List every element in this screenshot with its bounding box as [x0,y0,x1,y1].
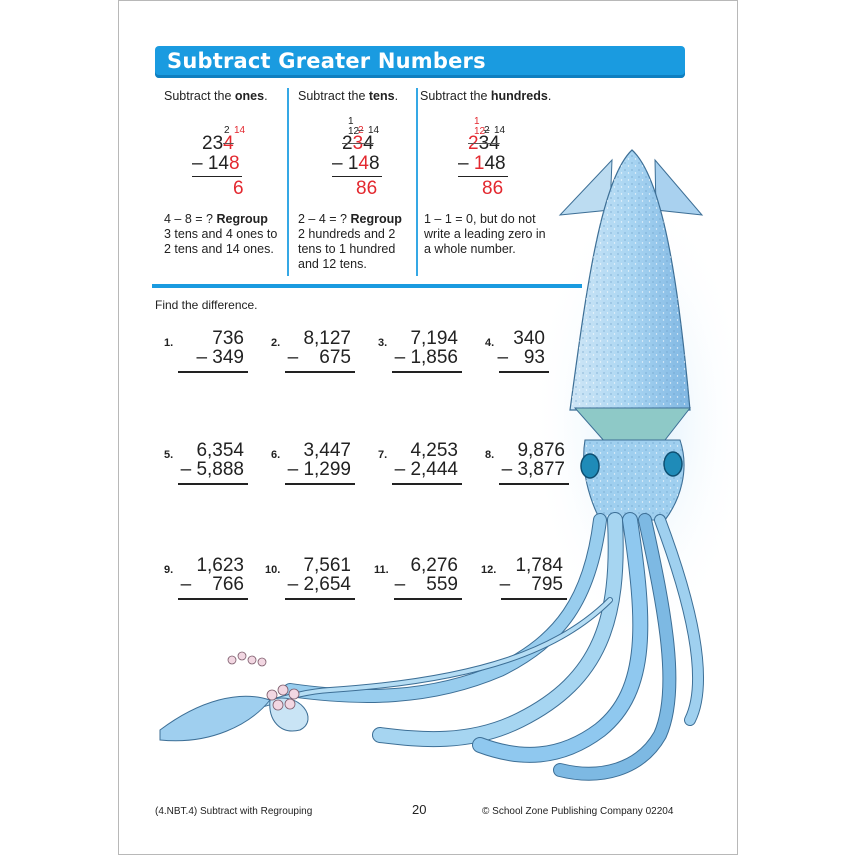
problem-minuend: 7,194 [410,328,458,349]
step1-heading-post: . [264,89,268,103]
subtrahend [192,154,240,174]
minuend [468,134,500,154]
subtrahend-tens: 4 [358,153,369,174]
step3-explanation [424,212,552,257]
subtrahend-hundreds: 1 [473,153,485,174]
column-divider [416,88,418,276]
explanation-text: 2 – 4 = ? [298,212,351,226]
problem-minuend: 1,623 [196,555,244,576]
problem-subtrahend: – 93 [497,347,545,368]
answer: 86 [482,178,504,199]
problem [378,440,458,500]
carry-digit: 14 [234,125,246,136]
carry-digit: 2 [358,125,364,136]
subtrahend-sign: – [458,153,474,174]
answer-line [458,176,508,177]
problem-minuend: 8,127 [303,328,351,349]
problem-subtrahend: – 559 [394,574,458,595]
answer-line[interactable] [394,598,462,600]
answer-line[interactable] [285,598,355,600]
carry-digit: 2 [484,125,490,136]
explanation-text: 2 hundreds and 2 tens to 1 hundred and 12 tens. [298,227,396,271]
problem-number: 1. [164,337,174,349]
problem [164,440,244,500]
squid-left-fin [560,160,612,215]
step3-heading-post: . [547,89,552,103]
minuend [202,134,234,154]
problem [374,555,458,615]
problem [271,328,351,388]
problem-subtrahend: – 795 [499,574,563,595]
instructions: Find the difference. [155,298,258,312]
page-number: 20 [412,802,427,817]
problem-number: 10. [265,564,281,576]
subtrahend [332,154,380,174]
answer-line [192,176,242,177]
answer: 6 [233,178,244,199]
copyright: © School Zone Publishing Company 02204 [482,806,674,817]
subtrahend-active-digit: 8 [228,153,240,174]
problem-minuend: 4,253 [410,440,458,461]
problem [378,328,458,388]
step2-heading-pre: Subtract the [298,89,369,103]
problem-number: 3. [378,337,388,349]
squid-right-fin [655,160,702,215]
squid-left-eye [581,454,599,478]
answer-line[interactable] [178,598,248,600]
minuend-ones: 4 [363,133,374,154]
problem [164,555,244,615]
problem [164,328,244,388]
problem-subtrahend: – 2,444 [394,459,458,480]
problem-number: 5. [164,449,174,461]
problem-subtrahend: – 766 [180,574,244,595]
answer-line[interactable] [499,371,549,373]
problem-number: 9. [164,564,174,576]
carry-digit: 1 12 [348,116,360,137]
section-divider [152,284,582,288]
problem-number: 12. [481,564,497,576]
answer-line [332,176,382,177]
answer-line[interactable] [392,483,462,485]
explanation-text: 3 tens and 4 ones to 2 tens and 14 ones. [164,227,278,256]
problem-number: 7. [378,449,388,461]
explanation-bold: Regroup [350,212,402,226]
answer-line[interactable] [285,371,355,373]
problem-minuend: 736 [212,328,244,349]
problem [265,555,351,615]
problem-number: 11. [374,564,389,576]
squid-right-eye [664,452,682,476]
answer-line[interactable] [501,598,567,600]
step1-explanation [164,212,284,257]
problem-minuend: 1,784 [515,555,563,576]
explanation-text: 1 – 1 = 0, but do not write a leading zero in a whole number. [424,212,546,256]
minuend-hundreds: 2 [342,133,353,154]
subtrahend-hundreds: – 1 [332,153,359,174]
step2-heading-post: . [394,89,399,103]
problem-minuend: 9,876 [517,440,565,461]
minuend-rest: 34 [478,133,500,154]
answer-line[interactable] [499,483,569,485]
problem-subtrahend: – 675 [287,347,351,368]
explanation-bold: Regroup [216,212,268,226]
step3-heading-pre: Subtract the [420,89,491,103]
column-divider [287,88,289,276]
step2-heading [298,89,398,103]
subtrahend [458,154,506,174]
problem-subtrahend: – 3,877 [501,459,565,480]
subtrahend-digits: – 14 [192,153,229,174]
minuend-tens: 3 [352,133,364,154]
answer-line[interactable] [178,483,248,485]
problem [271,440,351,500]
step3-heading [420,89,551,103]
step1-heading-bold: ones [234,89,265,103]
problem-subtrahend: – 2,654 [287,574,351,595]
carry-digit: 1 12 [474,116,486,137]
squid-tentacle-club [160,696,270,741]
step2-heading-bold: tens [368,89,395,103]
answer-line[interactable] [285,483,355,485]
problem-minuend: 3,447 [303,440,351,461]
minuend-hundreds: 2 [468,133,479,154]
carry-digit: 14 [494,125,506,136]
answer: 86 [356,178,378,199]
problem-number: 2. [271,337,281,349]
minuend [342,134,374,154]
problem-subtrahend: – 1,856 [394,347,458,368]
problem-subtrahend: – 349 [196,347,244,368]
carry-digit: 14 [368,125,380,136]
squid-head-spots [584,440,684,520]
problem [485,328,545,388]
step1-heading-pre: Subtract the [164,89,235,103]
problem-minuend: 340 [513,328,545,349]
problem-minuend: 6,276 [410,555,458,576]
subtrahend-rest: 48 [484,153,506,174]
problem-number: 8. [485,449,495,461]
problem-minuend: 7,561 [303,555,351,576]
problem-minuend: 6,354 [196,440,244,461]
explanation-text: 4 – 8 = ? [164,212,217,226]
problem-subtrahend: – 1,299 [287,459,351,480]
answer-line[interactable] [392,371,462,373]
minuend-digits: 23 [202,133,224,154]
step3-heading-bold: hundreds [490,89,548,103]
answer-line[interactable] [178,371,248,373]
problem-number: 6. [271,449,281,461]
problem-subtrahend: – 5,888 [180,459,244,480]
page-title: Subtract Greater Numbers [167,49,486,73]
step1-heading [164,89,268,103]
carry-digit: 2 [224,125,230,136]
step2-explanation [298,212,412,272]
standard-label: (4.NBT.4) Subtract with Regrouping [155,806,313,817]
problem-number: 4. [485,337,495,349]
problem [485,440,565,500]
subtrahend-ones: 8 [369,153,380,174]
minuend-regrouped-digit: 4 [223,133,234,154]
problem [481,555,563,615]
